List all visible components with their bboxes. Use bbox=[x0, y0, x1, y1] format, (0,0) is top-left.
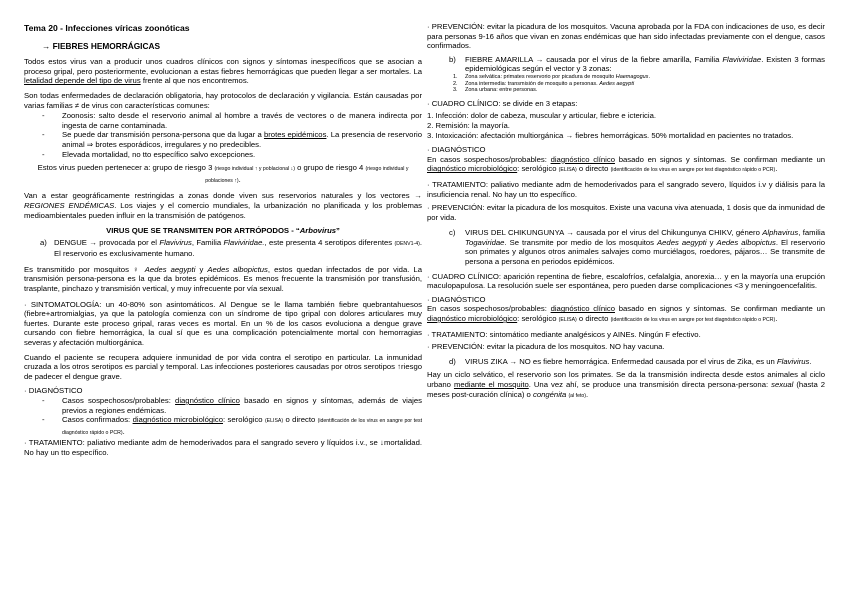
right-column bbox=[427, 22, 825, 401]
yellow-fever-item: b) FIEBRE AMARILLA → causada por el virus de la fiebre amarilla, Familia Flaviviridae. Existen 3 formas epidemiológicas según el vector y 3 zonas: bbox=[449, 54, 825, 74]
yellow-fever-diagnosis-title: · DIAGNÓSTICO bbox=[427, 145, 486, 155]
chikungunya-diagnosis-title: · DIAGNÓSTICO bbox=[427, 294, 486, 304]
yellow-fever-treatment-paragraph: · TRATAMIENTO: paliativo mediante adm de hemoderivados para el sangrado severo, líquidos i.v y diálisis para la insuficiencia renal. No hay un tto específico. bbox=[427, 179, 825, 199]
dengue-transmission-paragraph: Es transmitido por mosquitos ♀ Aedes aegypti y Aedes albopictus, estos quedan infectados de por vida. La transmisión persona-persona es la que da brotes epidémicos. Es menos frecuente la transmisión por transfusión, trasplante, pinchazo y transmisión vertical, y muy infrecuente por vía sexual. bbox=[24, 264, 422, 294]
zika-transmission-paragraph: Hay un ciclo selvático, el reservorio son los primates. Se da la transmisión indirecta desde estos animales al ciclo urbano mediante el mosquito. Una vez ahí, se produce una transmisión directa persona-persona: sexual (hasta 2 meses post-curación clínica) o congénita (al feto). bbox=[427, 370, 825, 399]
chikungunya-prevention-paragraph: · PREVENCIÓN: evitar la picadura de los mosquitos. NO hay vacuna. bbox=[427, 342, 665, 352]
dengue-diagnosis-list bbox=[24, 396, 422, 438]
dengue-diagnosis-title: · DIAGNÓSTICO bbox=[24, 386, 83, 396]
dengue-item: a) DENGUE → provocada por el Flavivirus, Familia Flaviviridae., este presenta 4 serotipos diferentes (DENV1-4). El reservorio es exclusivamente humano. bbox=[40, 237, 422, 259]
yellow-fever-stage-2: 2. Remisión: la mayoría. bbox=[427, 120, 510, 130]
chikungunya-treatment-paragraph: · TRATAMIENTO: sintomático mediante analgésicos y AINEs. Ningún F efectivo. bbox=[427, 329, 701, 339]
list-item: 1. Zona selvática: primates reservorio por picadura de mosquito Haemagogus. bbox=[453, 73, 650, 80]
chikungunya-diagnosis-paragraph: En casos sospechosos/probables: diagnóstico clínico basado en signos y síntomas. Se confirman mediante un diagnóstico microbiológico: serológico (ELISA) o directo (identificación de los virus en sangre por test diagnóstico rápido o PCR). bbox=[427, 304, 825, 324]
list-item: 3. Zona urbana: entre personas. bbox=[453, 87, 538, 94]
yellow-fever-stage-1: 1. Infección: dolor de cabeza, muscular y articular, fiebre e ictericia. bbox=[427, 111, 657, 121]
list-item: - Zoonosis: salto desde el reservorio animal al hombre a través de vectores o de manera indirecta por ingesta de carne contaminada. bbox=[24, 111, 422, 130]
list-item: - Se puede dar transmisión persona-persona que da lugar a brotes epidémicos. La presencia de reservorio animal ⇒ brotes esporádicos, irregulares y no predecibles. bbox=[24, 130, 422, 149]
dengue-treatment-paragraph: · TRATAMIENTO: paliativo mediante adm de hemoderivados para el sangrado severo y líquidos i.v., se ↓mortalidad. No hay un tto específico. bbox=[24, 438, 422, 457]
characteristics-list bbox=[24, 111, 422, 159]
section-heading: → FIEBRES HEMORRÁGICAS bbox=[42, 40, 161, 51]
left-column bbox=[24, 24, 422, 458]
yellow-fever-prevention-paragraph: · PREVENCIÓN: evitar la picadura de los mosquitos. Existe una vacuna viva atenuada, 1 dosis que da inmunidad de por vida. bbox=[427, 203, 825, 222]
list-item: - Casos sospechosos/probables: diagnóstico clínico basado en signos y síntomas, además de viajes previos a regiones endémicas. bbox=[24, 396, 422, 415]
yellow-fever-clinical-title: · CUADRO CLÍNICO: se divide en 3 etapas: bbox=[427, 98, 578, 108]
yellow-fever-diagnosis-paragraph: En casos sospechosos/probables: diagnóstico clínico basado en signos y síntomas. Se confirman mediante un diagnóstico microbiológico: serológico (ELISA) o directo (identificación de los virus en sangre por test diagnóstico rápido o PCR). bbox=[427, 154, 825, 174]
geography-paragraph: Van a estar geográficamente restringidas a zonas donde viven sus reservorios naturales y los vectores → REGIONES ENDÉMICAS. Los viajes y el comercio mundiales, la urbanización no planificada y los problemas medioambientales pueden influir en la transmisión de patógenos. bbox=[24, 191, 423, 220]
risk-group-paragraph: Estos virus pueden pertenecer a: grupo de riesgo 3 (riesgo individual ↑ y poblacional ↓) o grupo de riesgo 4 (riesgo individual y poblaciones ↑). bbox=[37, 163, 409, 184]
notification-paragraph: Son todas enfermedades de declaración obligatoria, hay protocolos de declaración y vigilancia. Están causadas por varias familias ≠ de virus con características comunes: bbox=[24, 90, 422, 110]
document-title: Tema 20 - Infecciones víricas zoonóticas bbox=[24, 23, 190, 33]
yellow-fever-zones bbox=[427, 74, 825, 94]
yellow-fever-stage-3: 3. Intoxicación: afectación multiorgánica → fiebres hemorrágicas. 50% mortalidad en pacientes no tratados. bbox=[427, 130, 794, 140]
chikungunya-clinical-paragraph: · CUADRO CLÍNICO: aparición repentina de fiebre, escalofríos, cefalalgia, anorexia… y en la mayoría una erupción maculopapulosa. La resolución suele ser espontánea, pero pueden darse complicaciones <3 y meningoencefalitis. bbox=[427, 271, 825, 291]
dengue-symptoms-paragraph: · SINTOMATOLOGÍA: un 40-80% son asintomáticos. Al Dengue se le llama también fiebre quebrantahuesos (fiebre+artromialgias, ya que la patología comienza con un síndrome de tipo gripal con dolores articulares muy fuertes. Durante este proceso gripal, raras veces es mortal. En un % de los casos evoluciona a dengue grave cursando con fiebre hemorrágica, la cual sí que es una complicación potencialmente mortal con hemorragias severas y afectación multiorgánica. bbox=[24, 299, 422, 348]
list-item: - Casos confirmados: diagnóstico microbiológico: serológico (ELISA) o directo (identificación de los virus en sangre por test diagnóstico rápido o PCR). bbox=[24, 415, 422, 438]
list-item: - Elevada mortalidad, no tto específico salvo excepciones. bbox=[24, 150, 422, 160]
zika-item: d) VIRUS ZIKA → NO es fiebre hemorrágica. Enfermedad causada por el virus de Zika, es un Flavivirus. bbox=[449, 356, 812, 366]
dengue-prevention-paragraph: · PREVENCIÓN: evitar la picadura de los mosquitos. Vacuna aprobada por la FDA con indicaciones de uso, es decir para personas 9-16 años que vivan en zonas endémicas que han sido infectadas previamente con el dengue, casos confirmados. bbox=[427, 22, 825, 51]
dengue-immunity-paragraph: Cuando el paciente se recupera adquiere inmunidad de por vida contra el serotipo en particular. La inmunidad cruzada a los otros serotipos es parcial y temporal. Las infecciones posteriores causadas por otros serotipos ↑riesgo de padecer el dengue grave. bbox=[24, 352, 422, 381]
chikungunya-item: c) VIRUS DEL CHIKUNGUNYA → causada por el virus del Chikungunya CHIKV, género Alphavirus, familia Togaviridae. Se transmite por medio de los mosquitos Aedes aegypti y Aedes albopictus. El reservorio son primates y algunos otros animales salvajes como murciélagos, roedores, pájaros… Se transmite de persona a persona en periodos epidémicos. bbox=[449, 228, 825, 267]
arbovirus-heading: VIRUS QUE SE TRANSMITEN POR ARTRÓPODOS - “Arbovirus” bbox=[106, 226, 340, 236]
intro-paragraph: Todos estos virus van a producir unos cuadros clínicos con signos y síntomas inespecíficos que se asocian a proceso gripal, pero posteriormente, evolucionan a estas fiebres hemorrágicas que pueden llegar a ser mortales. La letalidad depende del tipo de virus frente al que nos encontremos. bbox=[24, 57, 422, 86]
list-item: 2. Zona intermedia: transmisión de mosquito a personas. Aedes aegypti bbox=[453, 80, 635, 87]
